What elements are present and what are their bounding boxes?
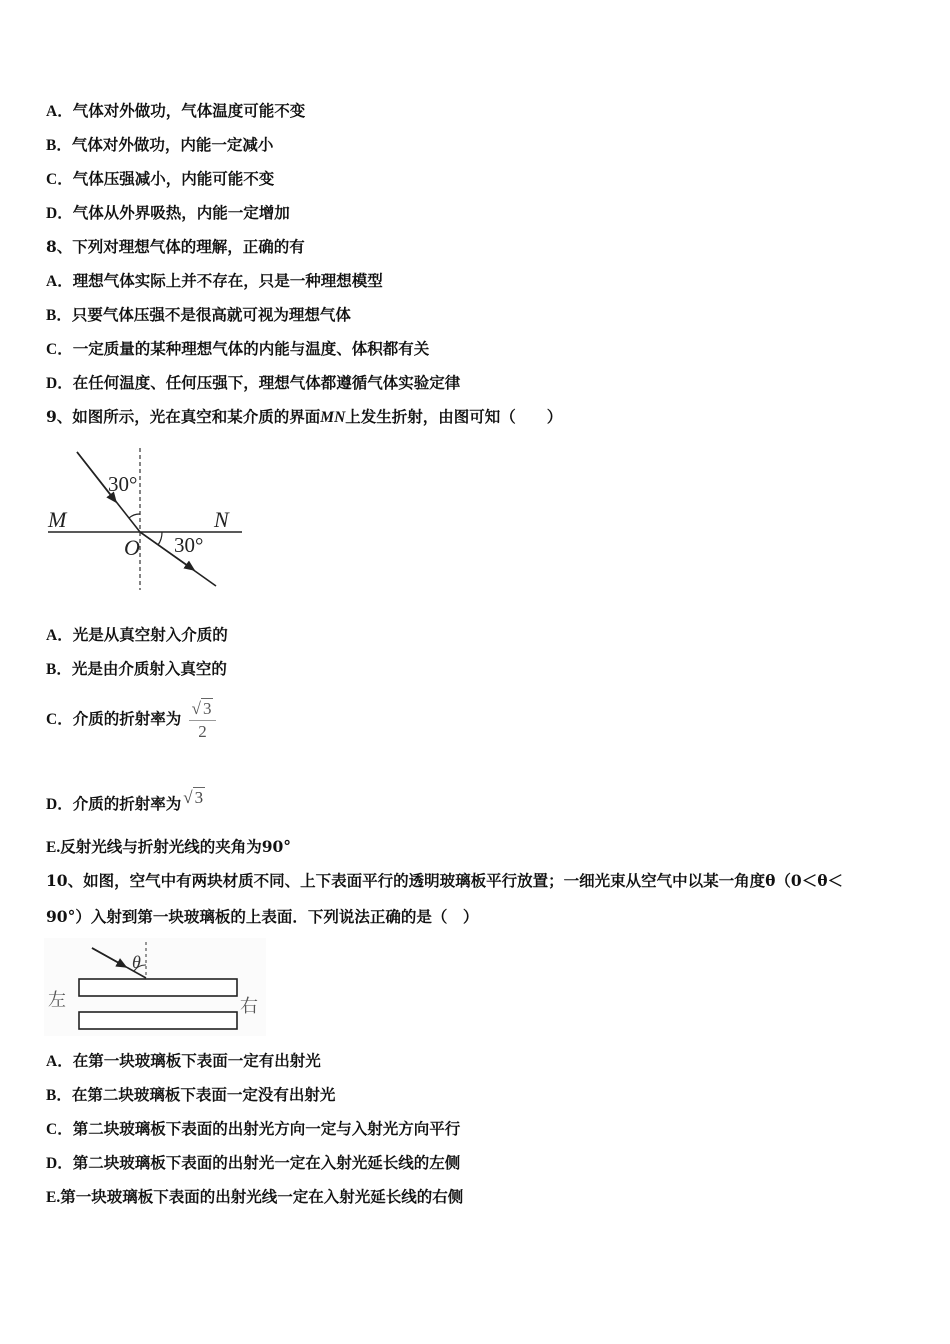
- label-theta: θ: [132, 952, 141, 972]
- angle-label-top: 30°: [108, 472, 138, 496]
- q10-option-c: C．第二块玻璃板下表面的出射光方向一定与入射光方向平行: [46, 1119, 461, 1138]
- q10-stem-line1: 10、如图，空气中有两块材质不同、上下表面平行的透明玻璃板平行放置；一细光束从空气中以某一角度θ（0＜θ＜: [46, 871, 844, 890]
- q9-option-e: E.反射光线与折射光线的夹角为90°: [46, 837, 292, 856]
- glass-plates-figure: [44, 938, 266, 1036]
- glass-plate-1: [79, 979, 237, 996]
- q10-option-a: A．在第一块玻璃板下表面一定有出射光: [46, 1051, 321, 1070]
- q9-option-d: D．介质的折射率为 √ 3: [46, 778, 205, 825]
- q7-option-b: B．气体对外做功，内能一定减小: [46, 135, 274, 154]
- sqrt-3: √ 3: [183, 788, 204, 807]
- q8-option-b: B．只要气体压强不是很高就可视为理想气体: [46, 305, 351, 324]
- angle-arc-top: [129, 514, 140, 518]
- q10-stem-line2: 90°）入射到第一块玻璃板的上表面．下列说法正确的是（ ）: [46, 907, 479, 926]
- q10-option-e: E.第一块玻璃板下表面的出射光线一定在入射光延长线的右侧: [46, 1187, 464, 1206]
- q7-option-a: A．气体对外做功，气体温度可能不变: [46, 101, 306, 120]
- q9-option-b: B．光是由介质射入真空的: [46, 659, 227, 678]
- q8-option-d: D．在任何温度、任何压强下，理想气体都遵循气体实验定律: [46, 373, 461, 392]
- q9-option-c: C．介质的折射率为 $\frac{√ 3}{2}$: [46, 694, 216, 745]
- fraction-sqrt3-over-2: $\frac{√ 3}{2}$: [189, 699, 217, 742]
- glass-plate-2: [79, 1012, 237, 1029]
- angle-label-bottom: 30°: [174, 533, 204, 557]
- q8-option-a: A．理想气体实际上并不存在，只是一种理想模型: [46, 271, 383, 290]
- q7-option-d: D．气体从外界吸热，内能一定增加: [46, 203, 290, 222]
- q8-option-c: C．一定质量的某种理想气体的内能与温度、体积都有关: [46, 339, 430, 358]
- refraction-figure: [44, 444, 250, 592]
- label-left: 左: [48, 990, 66, 1011]
- q9-option-a: A．光是从真空射入介质的: [46, 625, 228, 644]
- angle-arc-bottom: [158, 532, 162, 545]
- label-right: 右: [240, 996, 258, 1017]
- label-m: M: [48, 507, 67, 532]
- q9-stem: 9、如图所示，光在真空和某介质的界面MN上发生折射，由图可知（ ）: [46, 407, 563, 426]
- q8-stem: 8、下列对理想气体的理解，正确的有: [46, 237, 305, 256]
- label-o: O: [124, 535, 140, 560]
- q10-option-d: D．第二块玻璃板下表面的出射光一定在入射光延长线的左侧: [46, 1153, 461, 1172]
- label-n: N: [214, 507, 229, 532]
- q7-option-c: C．气体压强减小，内能可能不变: [46, 169, 275, 188]
- q10-option-b: B．在第二块玻璃板下表面一定没有出射光: [46, 1085, 336, 1104]
